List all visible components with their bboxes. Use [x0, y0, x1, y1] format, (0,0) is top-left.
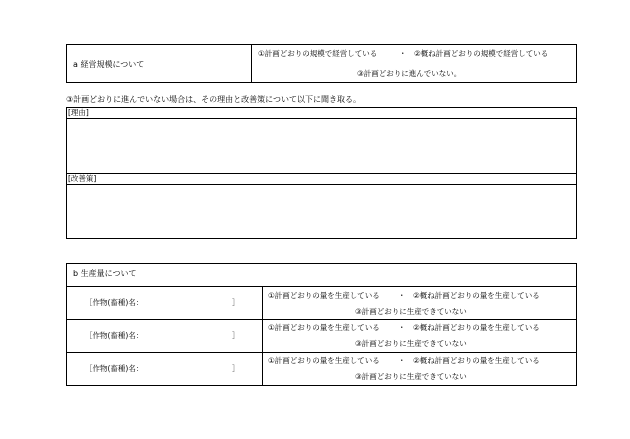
- production-option-3: ③計画どおりに生産できていない: [355, 307, 467, 316]
- crop-name-close: ］: [232, 331, 240, 340]
- section-b-header-line: [66, 286, 577, 287]
- production-separator: ・: [398, 356, 406, 365]
- section-a-divider: [251, 44, 252, 83]
- improvement-header-line: [66, 184, 577, 185]
- crop-name-label: ［作物(畜種)名：: [85, 298, 144, 307]
- improvement-top-line: [66, 173, 577, 174]
- production-option-1: ①計画どおりの量を生産している: [268, 323, 380, 332]
- production-option-3: ③計画どおりに生産できていない: [355, 372, 467, 381]
- production-option-1: ①計画どおりの量を生産している: [268, 356, 380, 365]
- section-b-divider: [262, 286, 263, 386]
- crop-name-label: ［作物(畜種)名：: [85, 331, 144, 340]
- section-a-option-2: ②概ね計画どおりの規模で経営している: [414, 49, 549, 58]
- production-option-2: ②概ね計画どおりの量を生産している: [413, 356, 540, 365]
- production-option-2: ②概ね計画どおりの量を生産している: [413, 323, 540, 332]
- crop-name-label: ［作物(畜種)名：: [85, 364, 144, 373]
- reason-header-line: [66, 118, 577, 119]
- instruction-text: ③計画どおりに進んでいない場合は、その理由と改善策について以下に聞き取る。: [66, 95, 362, 104]
- crop-name-close: ］: [232, 364, 240, 373]
- crop-name-close: ］: [232, 298, 240, 307]
- improvement-label: [改善策]: [68, 174, 97, 183]
- production-separator: ・: [398, 291, 406, 300]
- production-option-1: ①計画どおりの量を生産している: [268, 291, 380, 300]
- production-separator: ・: [398, 323, 406, 332]
- section-b-row-line-2: [66, 352, 577, 353]
- section-a-option-3: ③計画どおりに進んでいない。: [357, 69, 462, 78]
- section-b-label: b 生産量について: [73, 269, 137, 278]
- reason-label: [理由]: [68, 108, 89, 117]
- section-a-option-1: ①計画どおりの規模で経営している: [258, 49, 378, 58]
- production-option-2: ②概ね計画どおりの量を生産している: [413, 291, 540, 300]
- section-a-label: a 経営規模について: [73, 60, 145, 69]
- section-a-separator: ・: [399, 49, 407, 58]
- section-b-row-line-1: [66, 319, 577, 320]
- production-option-3: ③計画どおりに生産できていない: [355, 339, 467, 348]
